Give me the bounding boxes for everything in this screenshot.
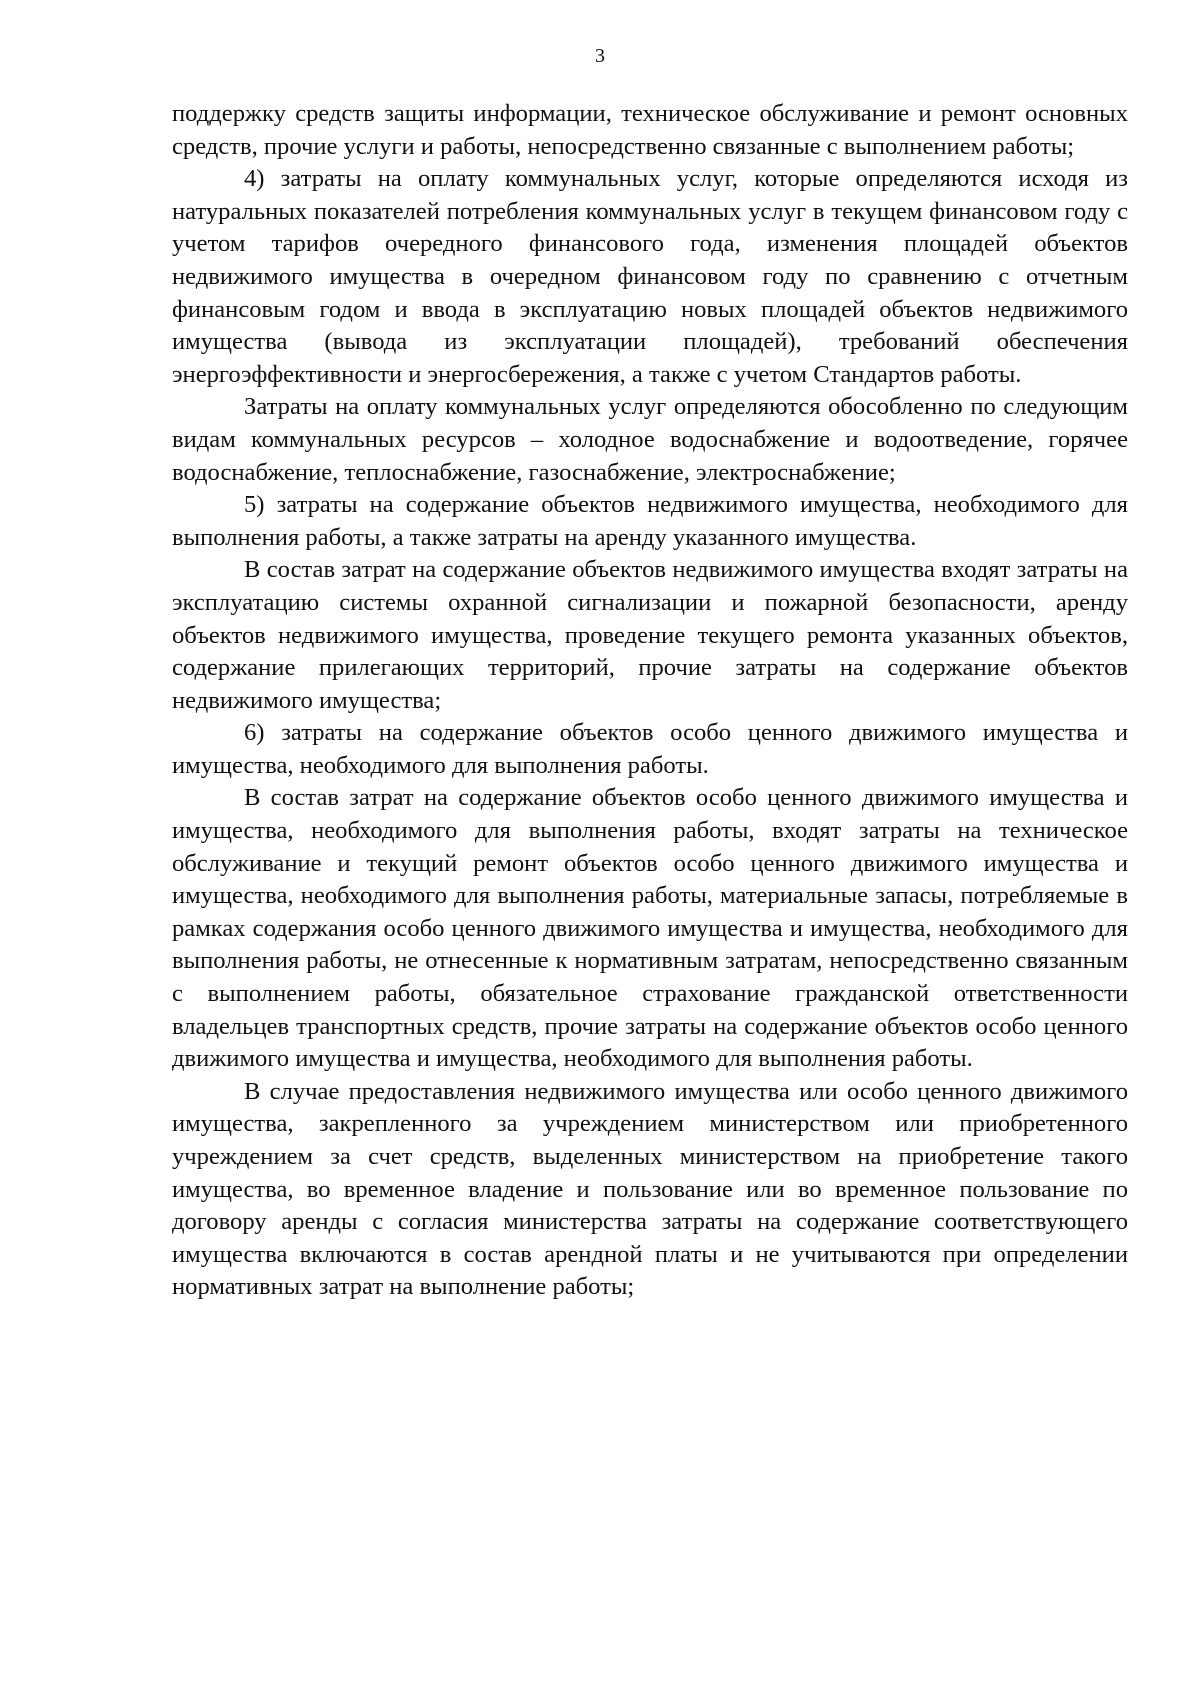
paragraph-utilities-resources: Затраты на оплату коммунальных услуг определяются обособленно по следующим видам коммунальных ресурсов – холодное водоснабжение и водоотведение, горячее водоснабжение, теплоснабжение, газоснабжение, электроснабжение; [172,393,1128,486]
document-body [172,98,1128,1304]
paragraph-item-6-movable-property: 6) затраты на содержание объектов особо ценного движимого имущества и имущества, необходимого для выполнения работы. [172,719,1128,779]
paragraph-continuation: поддержку средств защиты информации, техническое обслуживание и ремонт основных средств, прочие услуги и работы, непосредственно связанные с выполнением работы; [172,100,1128,160]
paragraph-lease-case: В случае предоставления недвижимого имущества или особо ценного движимого имущества, закрепленного за учреждением министерством или приобретенного учреждением за счет средств, выделенных министерством на приобретение такого имущества, во временное владение и пользование или во временное пользование по договору аренды с согласия министерства затраты на содержание соответствующего имущества включаются в состав арендной платы и не учитываются при определении нормативных затрат на выполнение работы; [172,1077,1128,1301]
paragraph-real-estate-costs: В состав затрат на содержание объектов недвижимого имущества входят затраты на эксплуатацию системы охранной сигнализации и пожарной безопасности, аренду объектов недвижимого имущества, проведение текущего ремонта указанных объектов, содержание прилегающих территорий, прочие затраты на содержание объектов недвижимого имущества; [172,556,1128,714]
paragraph-movable-property-costs: В состав затрат на содержание объектов особо ценного движимого имущества и имущества, необходимого для выполнения работы, входят затраты на техническое обслуживание и текущий ремонт объектов особо ценного движимого имущества и имущества, необходимого для выполнения работы, материальные запасы, потребляемые в рамках содержания особо ценного движимого имущества и имущества, необходимого для выполнения работы, не отнесенные к нормативным затратам, непосредственно связанным с выполнением работы, обязательное страхование гражданской ответственности владельцев транспортных средств, прочие затраты на содержание объектов особо ценного движимого имущества и имущества, необходимого для выполнения работы. [172,784,1128,1073]
paragraph-item-5-real-estate: 5) затраты на содержание объектов недвижимого имущества, необходимого для выполнения работы, а также затраты на аренду указанного имущества. [172,491,1128,551]
page-number: 3 [595,45,605,67]
paragraph-item-4-utilities: 4) затраты на оплату коммунальных услуг, которые определяются исходя из натуральных показателей потребления коммунальных услуг в текущем финансовом году с учетом тарифов очередного финансового года, изменения площадей объектов недвижимого имущества в очередном финансовом году по сравнению с отчетным финансовым годом и ввода в эксплуатацию новых площадей объектов недвижимого имущества (вывода из эксплуатации площадей), требований обеспечения энергоэффективности и энергосбережения, а также с учетом Стандартов работы. [172,165,1128,388]
